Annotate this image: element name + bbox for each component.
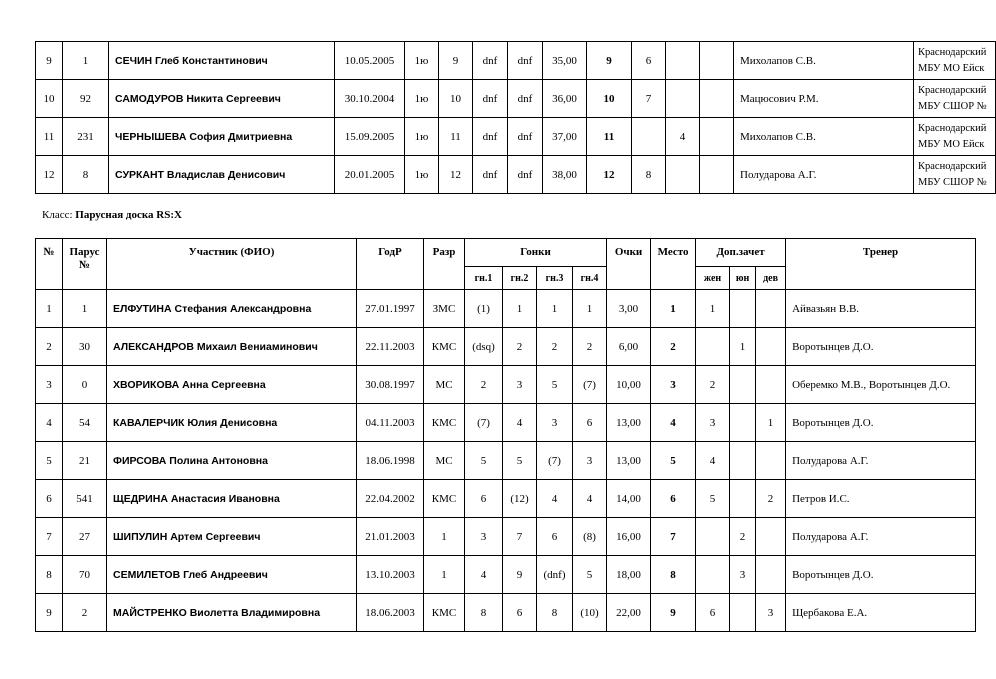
cell-number: 2 [36,328,63,366]
cell-extra-3 [700,118,734,156]
cell-rank: 1ю [405,118,439,156]
cell-birth-date: 15.09.2005 [335,118,405,156]
cell-participant: ЧЕРНЫШЕВА София Дмитриевна [109,118,335,156]
cell-race-2: 5 [503,442,537,480]
cell-coach: Щербакова Е.А. [786,594,976,632]
cell-race-1: 8 [465,594,503,632]
cell-coach: Мацюсович Р.М. [734,80,914,118]
cell-rank: ЗМС [424,290,465,328]
cell-points: 13,00 [607,442,651,480]
table-row [36,118,996,156]
cell-race-2: 3 [503,366,537,404]
cell-number: 9 [36,594,63,632]
table-row [36,480,976,518]
cell-place: 6 [651,480,696,518]
cell-birth-date: 27.01.1997 [357,290,424,328]
cell-birth-date: 20.01.2005 [335,156,405,194]
cell-rank: 1ю [405,42,439,80]
cell-rank: КМС [424,480,465,518]
cell-rank: КМС [424,404,465,442]
cell-birth-date: 30.08.1997 [357,366,424,404]
cell-girls [756,328,786,366]
cell-women: 6 [696,594,730,632]
cell-number: 12 [36,156,63,194]
cell-region-line-1: Краснодарский [918,84,987,96]
cell-junior [730,404,756,442]
class-caption [42,209,182,221]
cell-race-2: 9 [503,556,537,594]
cell-participant: ЩЕДРИНА Анастасия Ивановна [107,480,357,518]
cell-region [914,42,996,80]
cell-sail: 54 [63,404,107,442]
cell-points: 18,00 [607,556,651,594]
cell-region-line-2: МБУ СШОР № [918,176,987,188]
cell-points: 10,00 [607,366,651,404]
cell-women: 5 [696,480,730,518]
header-coach: Тренер [786,239,976,290]
cell-birth-date: 18.06.1998 [357,442,424,480]
table-row [36,366,976,404]
cell-participant: СЕМИЛЕТОВ Глеб Андреевич [107,556,357,594]
cell-participant: ХВОРИКОВА Анна Сергеевна [107,366,357,404]
cell-women [696,556,730,594]
cell-participant: ЕЛФУТИНА Стефания Александровна [107,290,357,328]
cell-extra-1: 8 [632,156,666,194]
cell-place: 5 [651,442,696,480]
cell-race-2: 4 [503,404,537,442]
cell-race-1: 3 [465,518,503,556]
cell-race-1: (dsq) [465,328,503,366]
cell-race-3: dnf [508,42,543,80]
cell-extra-1 [632,118,666,156]
cell-number: 3 [36,366,63,404]
cell-junior [730,480,756,518]
cell-region-line-1: Краснодарский [918,46,987,58]
cell-birth-date: 18.06.2003 [357,594,424,632]
cell-extra-3 [700,42,734,80]
cell-race-4: 6 [573,404,607,442]
cell-race-1: 12 [439,156,473,194]
table-row [36,442,976,480]
header-birth-year: ГодР [357,239,424,290]
cell-race-3: 5 [537,366,573,404]
cell-junior: 3 [730,556,756,594]
cell-region [914,80,996,118]
header-rank: Разр [424,239,465,290]
cell-place: 7 [651,518,696,556]
cell-points: 22,00 [607,594,651,632]
cell-points: 14,00 [607,480,651,518]
cell-points: 3,00 [607,290,651,328]
cell-birth-date: 22.11.2003 [357,328,424,366]
cell-rank: КМС [424,328,465,366]
cell-race-3: 8 [537,594,573,632]
cell-birth-date: 13.10.2003 [357,556,424,594]
cell-extra-2: 4 [666,118,700,156]
cell-sail: 27 [63,518,107,556]
cell-race-1: 9 [439,42,473,80]
cell-rank: МС [424,366,465,404]
cell-girls [756,366,786,404]
cell-region-line-1: Краснодарский [918,160,987,172]
cell-race-3: (dnf) [537,556,573,594]
cell-points: 36,00 [543,80,587,118]
table-row [36,556,976,594]
cell-race-3: (7) [537,442,573,480]
cell-rank: 1 [424,556,465,594]
table-row [36,328,976,366]
cell-sail: 231 [63,118,109,156]
cell-coach: Воротынцев Д.О. [786,404,976,442]
header-sail [63,239,107,290]
cell-race-1: (1) [465,290,503,328]
cell-race-1: 6 [465,480,503,518]
cell-number: 9 [36,42,63,80]
cell-race-4: 4 [573,480,607,518]
cell-race-4: (8) [573,518,607,556]
header-race-1: гн.1 [465,267,503,290]
cell-race-4: 3 [573,442,607,480]
cell-points: 6,00 [607,328,651,366]
cell-number: 4 [36,404,63,442]
cell-region [914,156,996,194]
cell-number: 5 [36,442,63,480]
cell-participant: АЛЕКСАНДРОВ Михаил Вениаминович [107,328,357,366]
cell-place: 8 [651,556,696,594]
cell-race-2: 1 [503,290,537,328]
cell-race-4: (10) [573,594,607,632]
cell-birth-date: 30.10.2004 [335,80,405,118]
cell-race-2: 2 [503,328,537,366]
cell-coach: Воротынцев Д.О. [786,556,976,594]
previous-class-rows [36,42,996,194]
cell-race-3: 4 [537,480,573,518]
cell-race-3: dnf [508,118,543,156]
header-junior: юн [730,267,756,290]
cell-number: 10 [36,80,63,118]
cell-junior: 2 [730,518,756,556]
cell-extra-2 [666,156,700,194]
cell-race-3: dnf [508,156,543,194]
class-caption-value: Парусная доска RS:X [75,209,182,221]
cell-race-3: 3 [537,404,573,442]
table-row [36,404,976,442]
cell-participant: СУРКАНТ Владислав Денисович [109,156,335,194]
cell-place: 3 [651,366,696,404]
cell-participant: МАЙСТРЕНКО Виолетта Владимировна [107,594,357,632]
cell-junior: 1 [730,328,756,366]
cell-junior [730,442,756,480]
cell-girls: 2 [756,480,786,518]
cell-points: 37,00 [543,118,587,156]
cell-region-line-2: МБУ СШОР № [918,100,987,112]
header-girls: дев [756,267,786,290]
cell-race-4: 1 [573,290,607,328]
header-extra-standings: Доп.зачет [696,239,786,267]
cell-coach: Полударова А.Г. [786,442,976,480]
cell-race-2: dnf [473,156,508,194]
cell-coach: Петров И.С. [786,480,976,518]
cell-number: 11 [36,118,63,156]
header-place: Место [651,239,696,290]
header-race-4: гн.4 [573,267,607,290]
cell-sail: 541 [63,480,107,518]
cell-girls [756,556,786,594]
header-number: № [36,239,63,290]
cell-junior [730,366,756,404]
cell-race-3: dnf [508,80,543,118]
cell-coach: Оберемко М.В., Воротынцев Д.О. [786,366,976,404]
header-sail-text: Парус № [69,246,100,271]
cell-junior [730,290,756,328]
cell-sail: 2 [63,594,107,632]
table-row [36,290,976,328]
cell-girls [756,442,786,480]
cell-race-2: dnf [473,42,508,80]
cell-race-3: 1 [537,290,573,328]
cell-race-3: 6 [537,518,573,556]
cell-girls [756,518,786,556]
cell-coach: Михолапов С.В. [734,42,914,80]
cell-number: 1 [36,290,63,328]
cell-women [696,328,730,366]
cell-region [914,118,996,156]
cell-race-1: 11 [439,118,473,156]
cell-rank: 1ю [405,156,439,194]
header-points: Очки [607,239,651,290]
cell-rank: 1 [424,518,465,556]
cell-sail: 30 [63,328,107,366]
class-caption-label: Класс: [42,209,73,221]
cell-race-1: 2 [465,366,503,404]
cell-points: 13,00 [607,404,651,442]
cell-race-2: dnf [473,80,508,118]
cell-place: 11 [587,118,632,156]
cell-extra-3 [700,156,734,194]
cell-coach: Полударова А.Г. [786,518,976,556]
table-row [36,80,996,118]
cell-place: 1 [651,290,696,328]
header-participant: Участник (ФИО) [107,239,357,290]
cell-birth-date: 21.01.2003 [357,518,424,556]
cell-sail: 1 [63,290,107,328]
rsx-rows [36,290,976,632]
cell-race-1: 5 [465,442,503,480]
cell-junior [730,594,756,632]
cell-sail: 92 [63,80,109,118]
cell-race-1: (7) [465,404,503,442]
cell-participant: СЕЧИН Глеб Константинович [109,42,335,80]
cell-women: 4 [696,442,730,480]
cell-place: 10 [587,80,632,118]
header-race-3: гн.3 [537,267,573,290]
cell-women: 1 [696,290,730,328]
cell-coach: Михолапов С.В. [734,118,914,156]
cell-region-line-1: Краснодарский [918,122,987,134]
cell-sail: 1 [63,42,109,80]
cell-number: 8 [36,556,63,594]
cell-race-4: (7) [573,366,607,404]
cell-sail: 21 [63,442,107,480]
cell-birth-date: 04.11.2003 [357,404,424,442]
cell-race-3: 2 [537,328,573,366]
cell-race-2: dnf [473,118,508,156]
header-women: жен [696,267,730,290]
cell-girls [756,290,786,328]
header-race-2: гн.2 [503,267,537,290]
cell-women: 2 [696,366,730,404]
cell-participant: КАВАЛЕРЧИК Юлия Денисовна [107,404,357,442]
cell-participant: ШИПУЛИН Артем Сергеевич [107,518,357,556]
cell-region-line-2: МБУ МО Ейск [918,138,985,150]
cell-place: 9 [651,594,696,632]
cell-extra-1: 7 [632,80,666,118]
cell-number: 6 [36,480,63,518]
cell-race-2: 7 [503,518,537,556]
cell-sail: 8 [63,156,109,194]
cell-race-1: 4 [465,556,503,594]
table-row [36,156,996,194]
cell-extra-3 [700,80,734,118]
cell-region-line-2: МБУ МО Ейск [918,62,985,74]
header-races: Гонки [465,239,607,267]
cell-race-2: (12) [503,480,537,518]
cell-rank: КМС [424,594,465,632]
cell-number: 7 [36,518,63,556]
cell-race-1: 10 [439,80,473,118]
cell-coach: Воротынцев Д.О. [786,328,976,366]
cell-sail: 70 [63,556,107,594]
cell-rank: 1ю [405,80,439,118]
cell-women [696,518,730,556]
cell-coach: Полударова А.Г. [734,156,914,194]
cell-race-4: 5 [573,556,607,594]
cell-girls: 1 [756,404,786,442]
cell-sail: 0 [63,366,107,404]
cell-extra-2 [666,80,700,118]
results-table-rsx [35,238,976,632]
cell-place: 12 [587,156,632,194]
cell-girls: 3 [756,594,786,632]
cell-race-2: 6 [503,594,537,632]
cell-place: 2 [651,328,696,366]
cell-participant: ФИРСОВА Полина Антоновна [107,442,357,480]
cell-birth-date: 10.05.2005 [335,42,405,80]
results-table-previous-class [35,41,996,194]
cell-points: 35,00 [543,42,587,80]
cell-place: 9 [587,42,632,80]
cell-extra-1: 6 [632,42,666,80]
cell-points: 16,00 [607,518,651,556]
table-row [36,594,976,632]
table-row [36,42,996,80]
cell-extra-2 [666,42,700,80]
cell-race-4: 2 [573,328,607,366]
cell-coach: Айвазьян В.В. [786,290,976,328]
cell-rank: МС [424,442,465,480]
cell-participant: САМОДУРОВ Никита Сергеевич [109,80,335,118]
cell-birth-date: 22.04.2002 [357,480,424,518]
cell-points: 38,00 [543,156,587,194]
table-row [36,518,976,556]
cell-place: 4 [651,404,696,442]
cell-women: 3 [696,404,730,442]
